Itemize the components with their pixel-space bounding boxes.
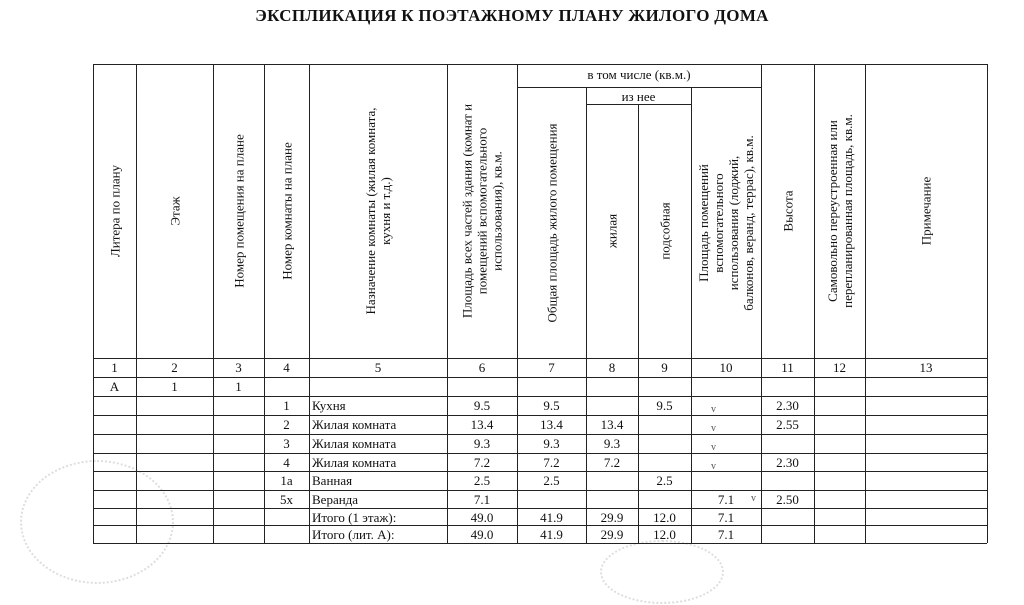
- header-auxiliary: [657, 202, 672, 259]
- cell-height: 2.55: [776, 417, 799, 432]
- check-mark: v: [711, 461, 716, 472]
- cell-area: 2.5: [473, 473, 491, 488]
- header-litera: [107, 165, 122, 257]
- header-service-area-line: вспомогательного: [711, 172, 726, 273]
- row-rule: [93, 508, 987, 509]
- column-number: 5: [374, 360, 382, 375]
- row-rule: [93, 471, 987, 472]
- header-room-number-line: Номер помещения на плане: [231, 134, 246, 288]
- header-group-label: в том числе (кв.м.): [587, 67, 691, 82]
- cell-total-area: 49.0: [470, 510, 494, 525]
- cell-total: 9.3: [543, 436, 560, 451]
- column-rule: [586, 87, 587, 543]
- cell-total-auxiliary: 12.0: [653, 527, 676, 542]
- column-rule: [814, 64, 815, 543]
- header-note-line: Примечание: [918, 176, 934, 246]
- header-total-area-line: помещений вспомогательного: [474, 127, 490, 295]
- cell-floor: 1: [171, 379, 178, 394]
- cell-area: 13.4: [470, 417, 494, 432]
- header-litera-line: Литера по плану: [107, 164, 122, 258]
- cell-total-service: 7.1: [717, 510, 735, 525]
- header-service-area-line: использования (лоджий,: [726, 155, 741, 290]
- header-purpose: [363, 107, 393, 314]
- column-number: 3: [235, 360, 242, 375]
- cell-auxiliary: 9.5: [656, 398, 673, 413]
- header-total-area-line: Площадь всех частей здания (комнат и: [459, 103, 475, 319]
- header-unauthorized-line: перепланированная площадь, кв.м.: [839, 114, 855, 308]
- cell-room-on-plan: 1а: [280, 473, 293, 488]
- header-living-line: жилая: [604, 213, 620, 249]
- header-note: [919, 177, 934, 246]
- header-living: [605, 214, 620, 248]
- header-purpose-line: кухня и т.д.): [378, 177, 393, 245]
- row-rule: [93, 415, 987, 416]
- cell-total-auxiliary: 12.0: [653, 510, 676, 525]
- document-title: ЭКСПЛИКАЦИЯ К ПОЭТАЖНОМУ ПЛАНУ ЖИЛОГО ДОМА: [255, 6, 769, 25]
- header-living-premises-area-line: Общая площадь жилого помещения: [544, 122, 559, 323]
- cell-living: 13.4: [600, 417, 624, 432]
- cell-room-on-plan: 1: [283, 398, 290, 413]
- header-room-on-plan-line: Номер комнаты на плане: [279, 142, 294, 280]
- cell-area: 9.5: [473, 398, 491, 413]
- row-rule: [93, 396, 987, 397]
- cell-auxiliary: 2.5: [656, 473, 673, 488]
- check-mark: v: [751, 493, 756, 504]
- column-number: 6: [478, 360, 486, 375]
- check-mark: v: [711, 442, 716, 453]
- column-rule: [517, 64, 518, 543]
- row-rule: [93, 434, 987, 435]
- cell-total-service: 7.1: [717, 527, 735, 542]
- cell-total: 2.5: [543, 473, 560, 488]
- cell-room-number: 1: [235, 379, 242, 394]
- column-number: 10: [719, 360, 733, 375]
- table-top-border: [93, 64, 987, 65]
- column-rule: [447, 64, 448, 543]
- cell-room-on-plan: 5х: [280, 492, 293, 507]
- header-auxiliary-line: подсобная: [657, 202, 672, 260]
- cell-total: 13.4: [540, 417, 563, 432]
- column-rule: [309, 64, 310, 543]
- check-mark: v: [711, 423, 716, 434]
- cell-total-living: 29.9: [600, 510, 624, 525]
- cell-room-on-plan: 2: [283, 417, 290, 432]
- column-number: 9: [661, 360, 668, 375]
- header-living-premises-area: [544, 123, 559, 322]
- header-subgroup-label: из нее: [621, 89, 656, 104]
- cell-area: 7.1: [473, 492, 491, 507]
- cell-living: 9.3: [603, 436, 621, 451]
- header-room-number: [231, 134, 246, 287]
- row-rule: [93, 377, 987, 378]
- cell-total: 9.5: [543, 398, 560, 413]
- column-rule: [264, 64, 265, 543]
- column-rule: [213, 64, 214, 543]
- column-rule: [136, 64, 137, 543]
- cell-purpose: Веранда: [312, 492, 359, 507]
- cell-total-area: 49.0: [470, 527, 494, 542]
- cell-total-living: 29.9: [600, 527, 624, 542]
- column-number: 11: [781, 360, 794, 375]
- row-rule: [93, 543, 987, 544]
- stamp-mark: [600, 540, 724, 604]
- cell-room-on-plan: 3: [283, 436, 290, 451]
- header-service-area-line: балконов, веранд, террас), кв.м.: [741, 134, 756, 311]
- column-rule: [691, 87, 692, 543]
- group-rule: [517, 87, 761, 88]
- column-number: 4: [283, 360, 290, 375]
- header-floor: [167, 196, 182, 225]
- header-room-on-plan: [279, 142, 294, 280]
- column-number: 2: [171, 360, 178, 375]
- check-mark: v: [711, 404, 716, 415]
- row-rule: [93, 490, 987, 491]
- cell-total-label: Итого (лит. А):: [312, 527, 395, 542]
- cell-total-label: Итого (1 этаж):: [312, 510, 397, 525]
- cell-purpose: Ванная: [312, 473, 353, 488]
- row-rule: [93, 525, 987, 526]
- header-height-line: Высота: [780, 190, 795, 232]
- header-service-area: [696, 135, 756, 310]
- cell-living: 7.2: [603, 455, 621, 470]
- column-rule: [93, 64, 94, 543]
- header-total-area-line: использования), кв.м.: [489, 151, 505, 271]
- cell-purpose: Кухня: [312, 398, 346, 413]
- cell-purpose: Жилая комната: [312, 436, 397, 451]
- header-total-area: [460, 104, 505, 318]
- column-number: 13: [919, 360, 933, 375]
- column-number: 1: [111, 360, 118, 375]
- cell-area: 7.2: [473, 455, 491, 470]
- column-number: 12: [833, 360, 846, 375]
- cell-service: 7.1: [717, 492, 735, 507]
- cell-height: 2.50: [776, 492, 799, 507]
- header-service-area-line: Площадь помещений: [696, 163, 711, 282]
- column-number: 7: [548, 360, 555, 375]
- cell-litera: А: [109, 379, 120, 394]
- header-unauthorized-line: Самовольно переустроенная или: [824, 120, 840, 302]
- column-rule: [987, 64, 988, 543]
- cell-total-total: 41.9: [540, 527, 563, 542]
- header-purpose-line: Назначение комнаты (жилая комната,: [363, 107, 378, 315]
- cell-total-total: 41.9: [540, 510, 563, 525]
- cell-total: 7.2: [543, 455, 560, 470]
- cell-height: 2.30: [776, 398, 799, 413]
- column-rule: [761, 64, 762, 543]
- cell-purpose: Жилая комната: [312, 417, 397, 432]
- stamp-mark: [20, 460, 174, 584]
- column-number: 8: [608, 360, 616, 375]
- column-rule: [865, 64, 866, 543]
- header-unauthorized: [825, 114, 855, 308]
- cell-room-on-plan: 4: [283, 455, 290, 470]
- cell-purpose: Жилая комната: [312, 455, 397, 470]
- header-floor-line: Этаж: [167, 196, 182, 226]
- header-bottom-rule: [93, 358, 987, 359]
- row-rule: [93, 453, 987, 454]
- header-height: [780, 190, 795, 231]
- cell-height: 2.30: [776, 455, 799, 470]
- cell-area: 9.3: [473, 436, 491, 451]
